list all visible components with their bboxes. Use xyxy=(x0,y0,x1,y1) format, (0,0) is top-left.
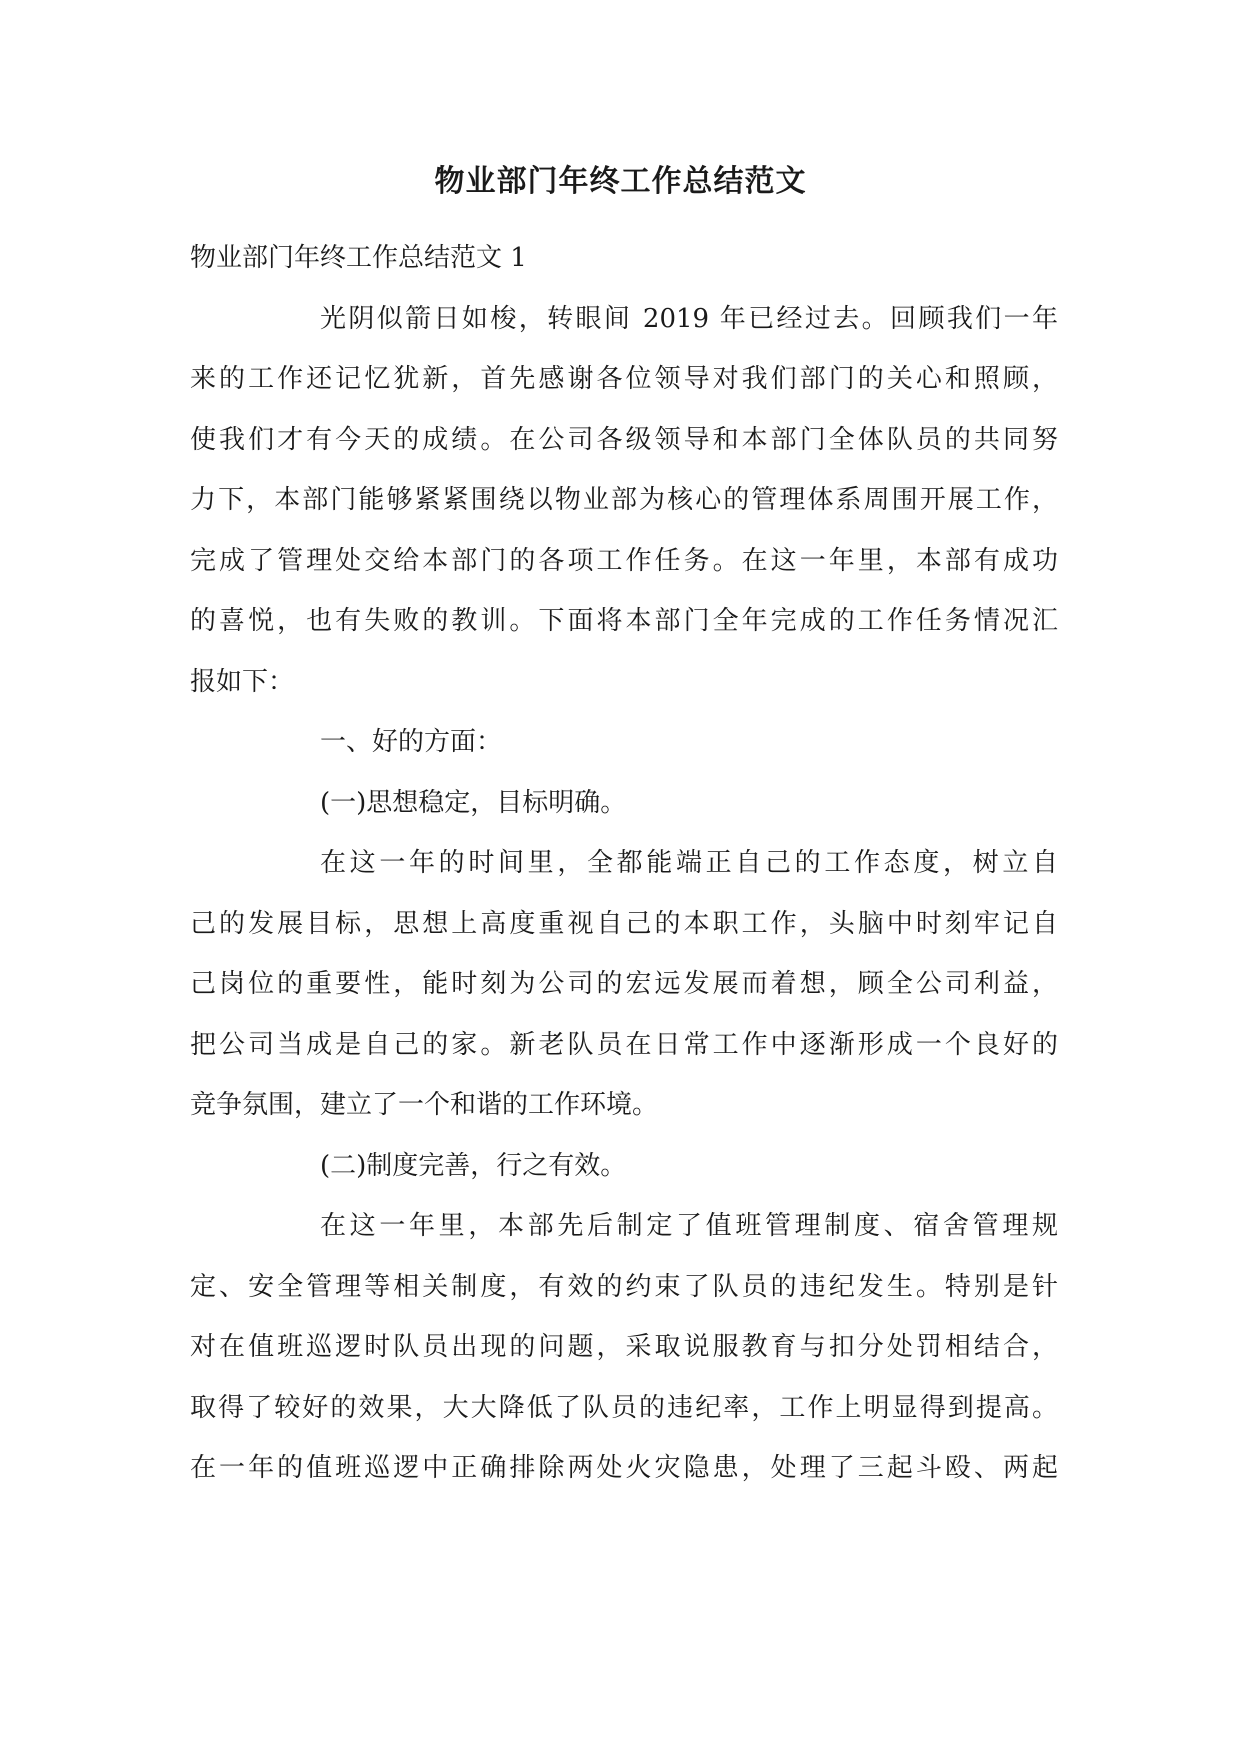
paragraph-line: 力下，本部门能够紧紧围绕以物业部为核心的管理体系周围开展工作， xyxy=(190,485,1058,515)
paragraph-line: 报如下： xyxy=(190,666,295,697)
paragraph-line: 使我们才有今天的成绩。在公司各级领导和本部门全体队员的共同努 xyxy=(190,424,1058,455)
paragraph-line: 一、好的方面： xyxy=(320,727,503,757)
paragraph-line: 来的工作还记忆犹新，首先感谢各位领导对我们部门的关心和照顾， xyxy=(190,364,1058,394)
paragraph-line: 在这一年里，本部先后制定了值班管理制度、宿舍管理规 xyxy=(320,1211,1058,1241)
paragraph-line: 在这一年的时间里，全都能端正自己的工作态度，树立自 xyxy=(320,848,1058,878)
document-title: 物业部门年终工作总结范文 xyxy=(434,164,807,199)
paragraph-line: 的喜悦，也有失败的教训。下面将本部门全年完成的工作任务情况汇 xyxy=(190,606,1058,636)
section-heading: 物业部门年终工作总结范文 1 xyxy=(190,243,527,273)
paragraph-line: 定、安全管理等相关制度，有效的约束了队员的违纪发生。特别是针 xyxy=(190,1271,1058,1302)
paragraph-line: 己岗位的重要性，能时刻为公司的宏远发展而着想，顾全公司利益， xyxy=(190,969,1058,999)
paragraph-line: 己的发展目标，思想上高度重视自己的本职工作，头脑中时刻牢记自 xyxy=(190,908,1058,939)
paragraph-line: (一)思想稳定，目标明确。 xyxy=(320,787,627,818)
paragraph-line: 把公司当成是自己的家。新老队员在日常工作中逐渐形成一个良好的 xyxy=(190,1029,1058,1060)
paragraph-line: (二)制度完善，行之有效。 xyxy=(320,1150,627,1181)
paragraph-line: 光阴似箭日如梭，转眼间 2019 年已经过去。回顾我们一年 xyxy=(320,303,1058,334)
paragraph-line: 取得了较好的效果，大大降低了队员的违纪率，工作上明显得到提高。 xyxy=(190,1392,1058,1423)
paragraph-line: 竞争氛围，建立了一个和谐的工作环境。 xyxy=(190,1090,659,1120)
document-body xyxy=(190,228,1058,1499)
paragraph-line: 对在值班巡逻时队员出现的问题，采取说服教育与扣分处罚相结合， xyxy=(190,1332,1058,1362)
paragraph-line: 完成了管理处交给本部门的各项工作任务。在这一年里，本部有成功 xyxy=(190,545,1058,576)
paragraph-line: 在一年的值班巡逻中正确排除两处火灾隐患，处理了三起斗殴、两起 xyxy=(190,1453,1058,1483)
